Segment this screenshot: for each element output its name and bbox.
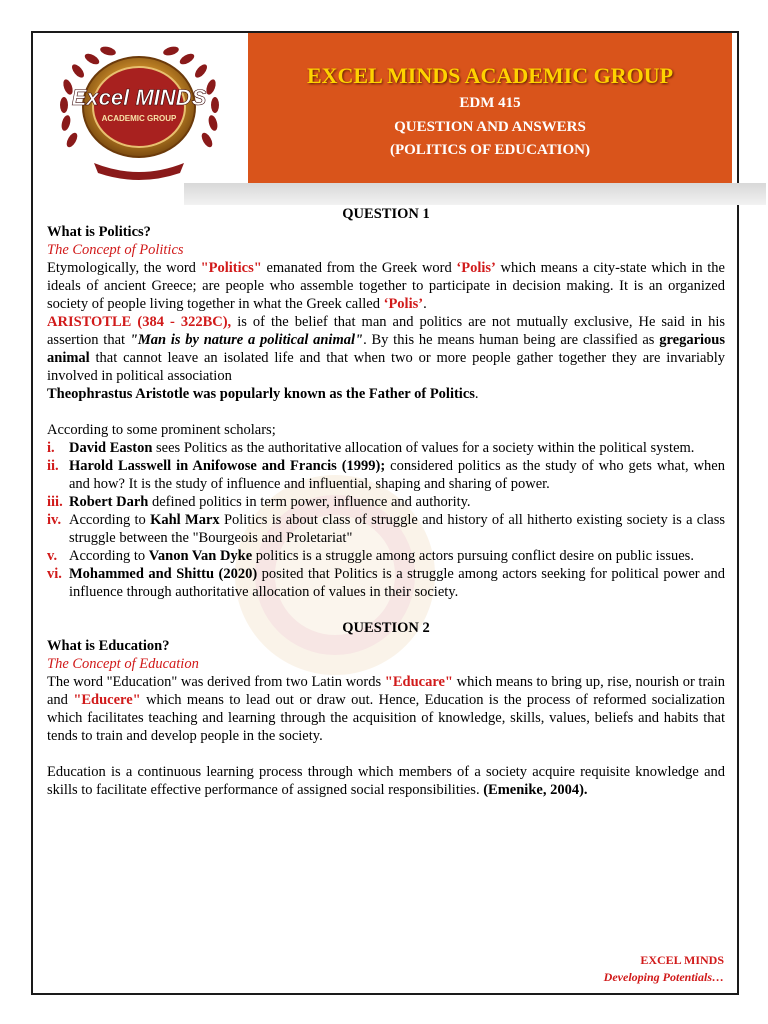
footer-tagline: Developing Potentials…	[603, 970, 724, 984]
list-item: iv. According to Kahl Marx Politics is about class of struggle and history of all hitherto existing society is a class struggle between the "Bourgeois and Proletariat"	[47, 512, 725, 546]
concept-of-politics-heading: The Concept of Politics	[47, 242, 184, 258]
list-item: i. David Easton sees Politics as the authoritative allocation of values for a society within the political system.	[47, 440, 695, 456]
scholars-intro: According to some prominent scholars;	[47, 422, 276, 438]
document-topic: (POLITICS OF EDUCATION)	[389, 142, 591, 158]
logo-subtext: ACADEMIC GROUP	[101, 114, 177, 123]
education-definition-paragraph: Education is a continuous learning process through which members of a society acquire requisite knowledge and skills to facilitate effective performance of assigned social responsibilities. (Emenike, 2004).	[47, 764, 725, 798]
course-code: EDM 415	[459, 95, 521, 111]
document-body	[47, 205, 725, 799]
list-item: ii. Harold Lasswell in Anifowose and Francis (1999); considered politics as the study of who gets what, when and how? It is the study of influence and influential, shaping and sharing of power.	[47, 458, 725, 492]
org-title: EXCEL MINDS ACADEMIC GROUP	[306, 63, 674, 88]
question-2-text: What is Education?	[47, 638, 170, 654]
politics-etymology-paragraph: Etymologically, the word "Politics" emanated from the Greek word ‘Polis’ which means a city-state which in the ideals of ancient Greece; are people who assemble together to participate in decision making. It is an organized society of people living together in what the Greek called ‘Polis’.	[47, 260, 725, 312]
question-1-text: What is Politics?	[47, 224, 151, 240]
footer	[604, 952, 724, 986]
document-type: QUESTION AND ANSWERS	[394, 119, 586, 135]
aristotle-paragraph: ARISTOTLE (384 - 322BC), is of the belief that man and politics are not mutually exclusive, He said in his assertion that "Man is by nature a political animal". By this he means human being are classified as gregarious animal that cannot leave an isolated life and that when two or more people gather together they are invariably involved in political association	[47, 314, 726, 384]
education-etymology-paragraph: The word "Education" was derived from two Latin words "Educare" which means to bring up, rise, nourish or train and "Educere" which means to lead out or draw out. Hence, Education is the process of reformed socialization which facilitates teaching and learning through the acquisition of knowledge, skills, values, beliefs and habits that tends to train and develop people in the society.	[47, 674, 726, 744]
footer-brand: EXCEL MINDS	[640, 953, 724, 967]
header-shadow	[184, 183, 766, 205]
concept-of-education-heading: The Concept of Education	[47, 656, 199, 672]
question-1-heading: QUESTION 1	[342, 206, 430, 222]
list-item: v. According to Vanon Van Dyke politics is a struggle among actors pursuing conflict desire on public issues.	[47, 548, 694, 564]
scholars-list	[47, 439, 725, 601]
question-2-heading: QUESTION 2	[342, 620, 430, 636]
father-of-politics-line: Theophrastus Aristotle was popularly known as the Father of Politics.	[47, 386, 479, 402]
excel-minds-logo	[42, 35, 237, 185]
logo-text: Excel MINDS	[71, 85, 207, 110]
document-header	[34, 33, 732, 183]
list-item: iii. Robert Darh defined politics in term power, influence and authority.	[47, 494, 471, 510]
list-item: vi. Mohammed and Shittu (2020) posited that Politics is a struggle among actors seeking for political power and influence through authoritative allocation of values in their society.	[47, 566, 725, 600]
